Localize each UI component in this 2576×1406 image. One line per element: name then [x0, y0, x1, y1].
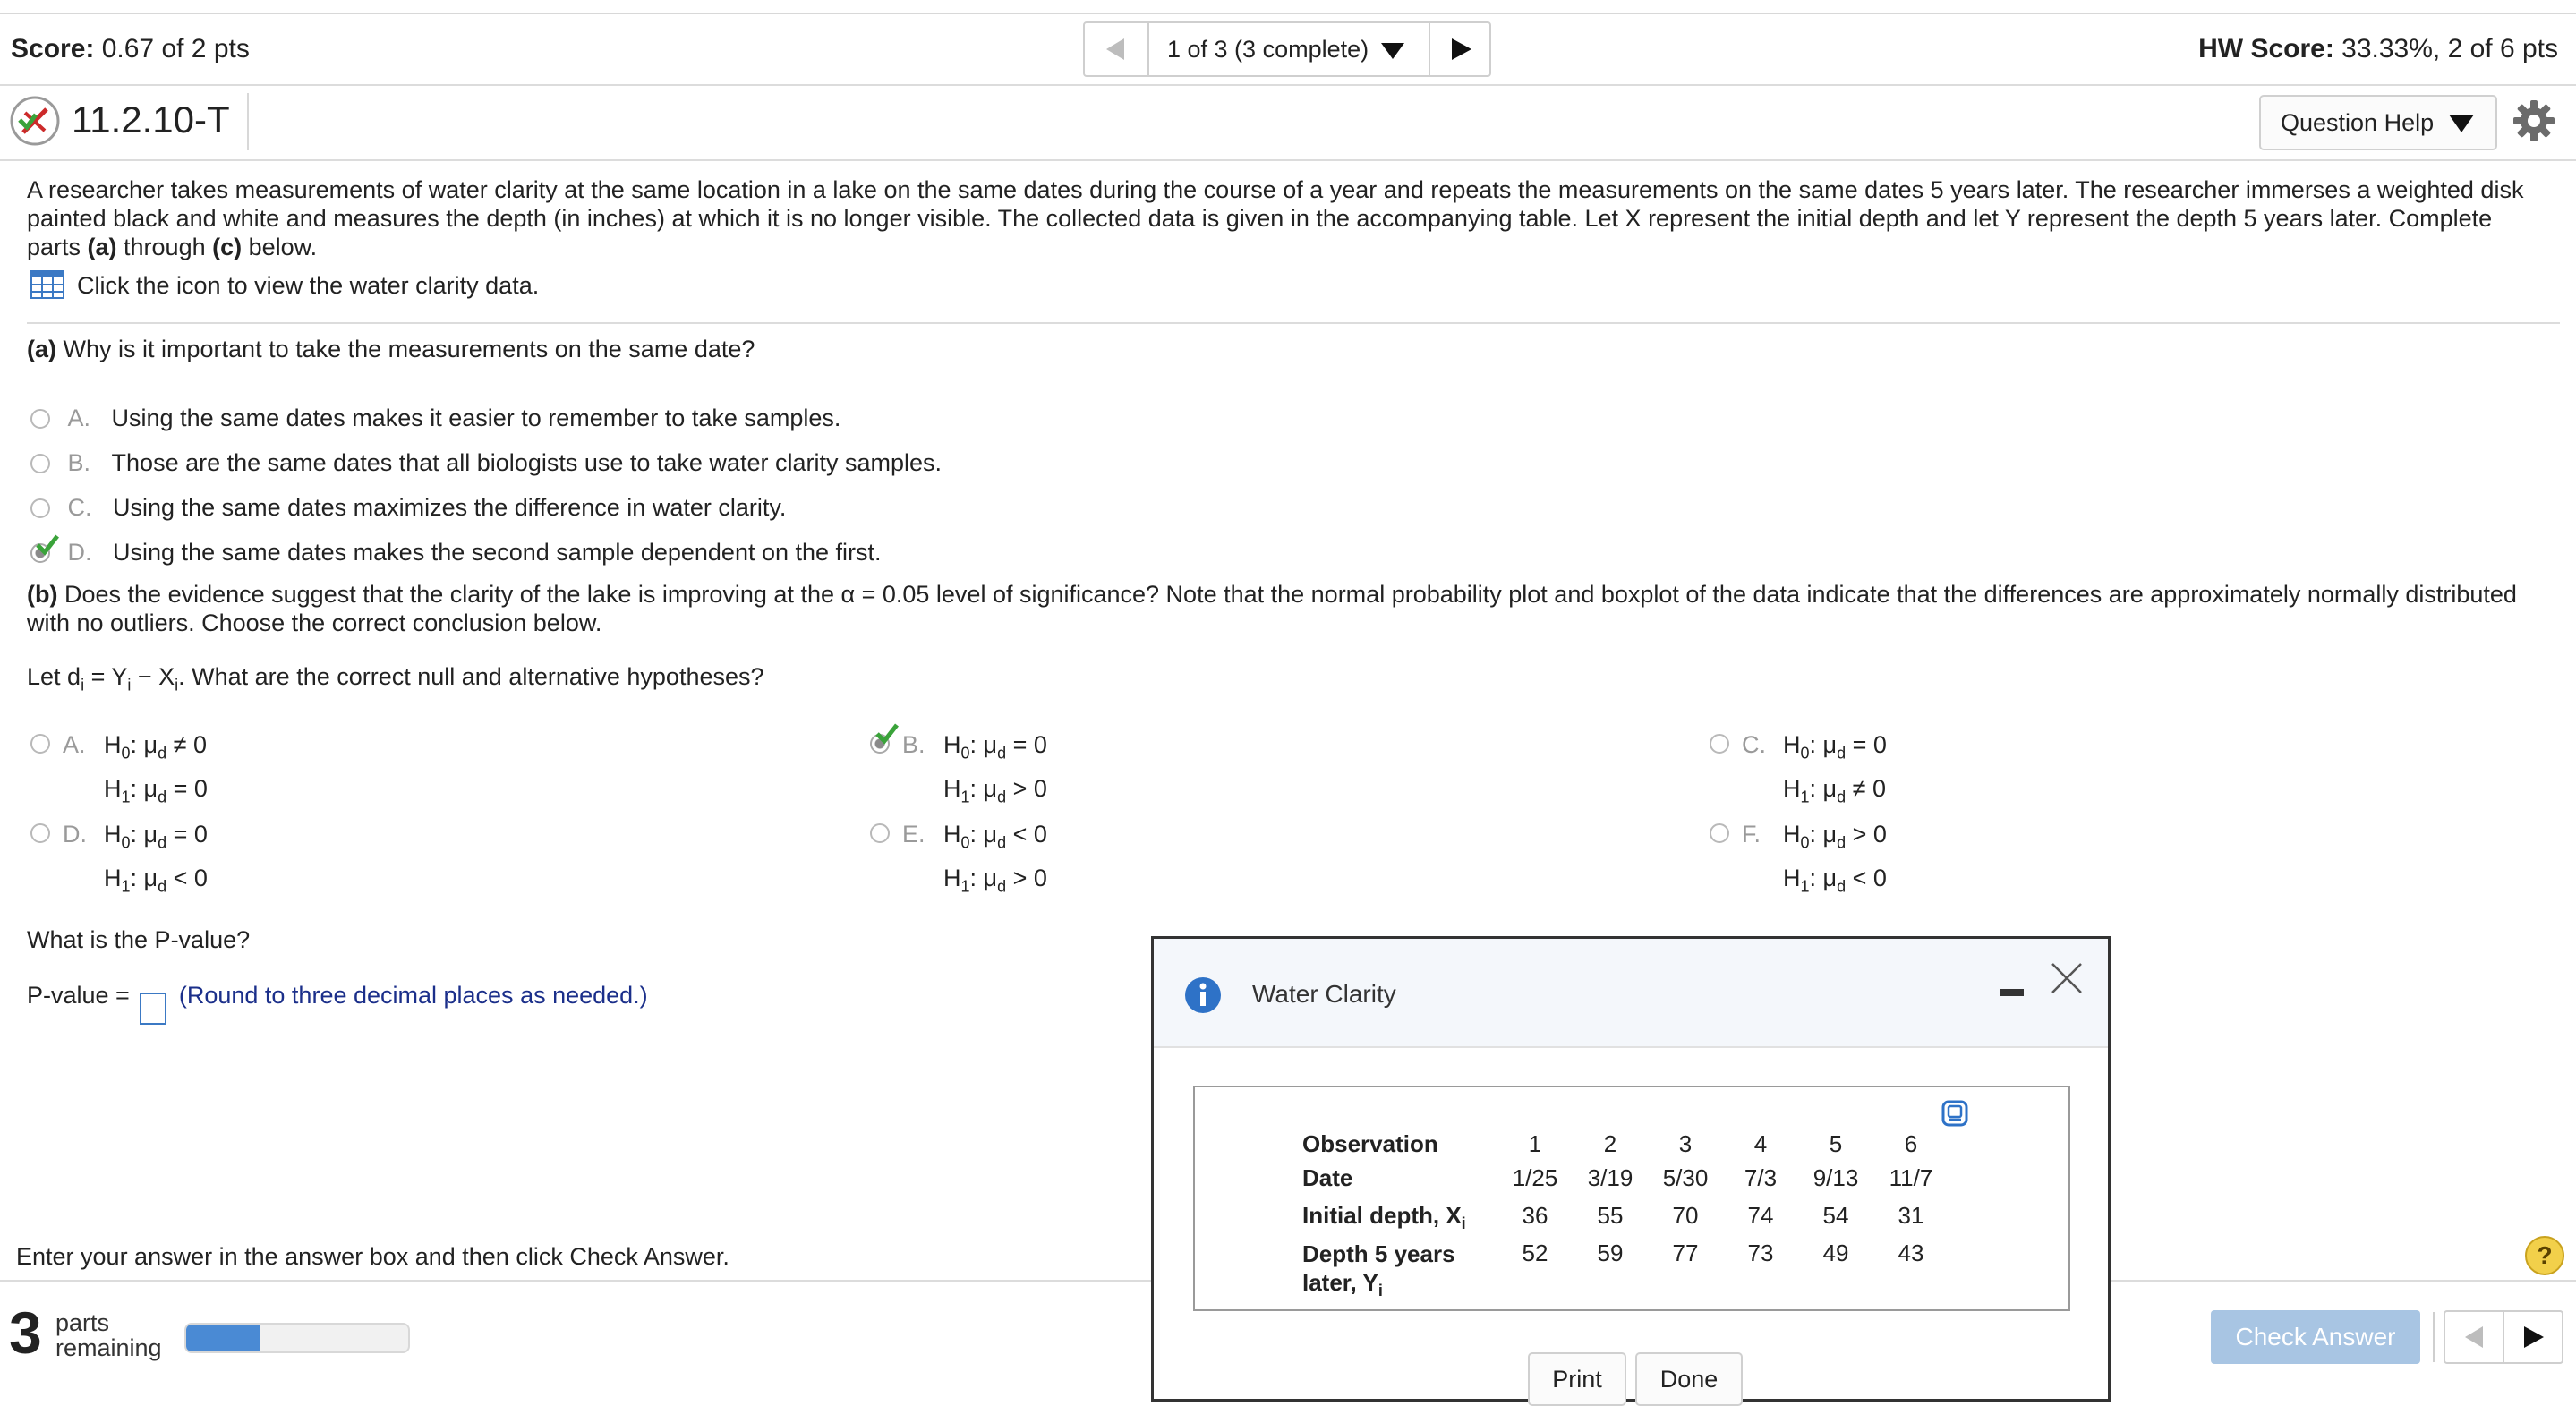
next-question-button[interactable] [1429, 23, 1491, 75]
id-row-divider [0, 159, 2576, 161]
question-select[interactable]: 1 of 3 (3 complete) [1167, 35, 1404, 64]
pvalue-question: What is the P-value? [27, 926, 251, 953]
help-icon[interactable] [2524, 1235, 2565, 1276]
radio-button[interactable] [870, 823, 890, 843]
id-divider [247, 93, 249, 150]
question-id: 11.2.10-T [72, 98, 230, 141]
data-link[interactable]: Click the icon to view the water clarity data. [30, 270, 539, 300]
question-help-button[interactable]: Question Help [2259, 95, 2497, 150]
gear-icon[interactable] [2512, 98, 2556, 143]
prev-question-button[interactable] [1085, 23, 1149, 75]
data-table-panel: Observation 1 2 3 4 5 6 Date 1/25 3/19 5/30 7/3 9/13 11/7 Initial depth, $X_i$ 36 55 70 74 54 31 Depth 5 years later, $Y_i$ 52 59 77 73 49 43 [1193, 1086, 2070, 1311]
triangle-right-icon [1452, 38, 1471, 60]
info-icon [1184, 976, 1222, 1014]
print-button[interactable]: Print [1528, 1352, 1626, 1406]
triangle-left-icon [1106, 38, 1126, 60]
svg-text:?: ? [2537, 1241, 2553, 1269]
radio-button[interactable] [30, 454, 50, 473]
radio-button[interactable] [1710, 823, 1729, 843]
prev-button[interactable] [2445, 1312, 2504, 1362]
parts-remaining-label: parts remaining [55, 1309, 162, 1361]
radio-button[interactable] [30, 823, 50, 843]
dialog-title: Water Clarity [1252, 980, 1396, 1008]
top-divider [0, 13, 2576, 14]
score: Score: 0.67 of 2 pts [11, 34, 250, 64]
intro-divider [27, 322, 2560, 324]
checkmark-icon [875, 723, 899, 745]
question-navigator [1083, 21, 1491, 77]
pvalue-row: P-value = (Round to three decimal places as needed.) [27, 981, 648, 1025]
footer-navigator [2444, 1310, 2563, 1364]
close-icon[interactable] [2051, 962, 2083, 994]
part-a-option-d[interactable]: D. Using the same dates makes the second sample dependent on the first. [30, 539, 882, 567]
radio-button[interactable] [1710, 734, 1729, 754]
question-intro: A researcher takes measurements of water clarity at the same location in a lake on the same dates during the course of a year and repeats the measurements on the same dates 5 years later. The researcher immerses a weighted disk painted black and white and measures the depth (in inches) at which it is no longer visible. The collected data is given in the accompanying table. Let X represent the initial depth and let Y represent the depth 5 years later. Complete parts (a) through (c) below. [27, 176, 2524, 260]
header-divider [0, 84, 2576, 86]
checkmark-icon [36, 534, 59, 556]
hw-score: HW Score: 33.33%, 2 of 6 pts [2198, 34, 2558, 64]
footer-instruction: Enter your answer in the answer box and then click Check Answer. [16, 1243, 729, 1270]
pvalue-hint: (Round to three decimal places as needed.) [178, 982, 648, 1009]
progress-bar [184, 1323, 410, 1353]
triangle-right-icon [2524, 1326, 2544, 1348]
parts-count: 3 [9, 1299, 42, 1366]
part-a-prompt: (a) Why is it important to take the measurements on the same date? [27, 336, 755, 362]
table-icon[interactable] [30, 270, 64, 299]
radio-button[interactable] [30, 498, 50, 518]
done-button[interactable]: Done [1635, 1352, 1743, 1406]
pvalue-input[interactable] [140, 993, 166, 1025]
copy-icon[interactable] [1941, 1100, 1968, 1127]
partial-credit-icon [9, 95, 61, 147]
footer-nav-divider [2433, 1312, 2435, 1362]
caret-down-icon [1381, 41, 1404, 59]
radio-button[interactable] [30, 409, 50, 429]
part-a-option-a[interactable]: A. Using the same dates makes it easier to remember to take samples. [30, 405, 840, 432]
check-answer-button[interactable]: Check Answer [2211, 1310, 2420, 1364]
next-button[interactable] [2504, 1312, 2562, 1362]
hypothesis-question: Let $d_i = Y_i - X_i$. What are the correct null and alternative hypotheses? [27, 663, 764, 694]
water-clarity-dialog [1151, 936, 2111, 1402]
radio-button[interactable] [30, 734, 50, 754]
minimize-icon[interactable] [2000, 989, 2024, 996]
part-b-prompt: (b) Does the evidence suggest that the clarity of the lake is improving at the α = 0.05 level of significance? Note that the normal probability plot and boxplot of the data indicate that the differences are approximately normally distributed with no outliers. Choose the correct conclusion below. [27, 581, 2517, 636]
dialog-header [1154, 939, 2108, 1048]
triangle-left-icon [2465, 1326, 2485, 1348]
progress-fill [186, 1325, 260, 1351]
part-a-option-b[interactable]: B. Those are the same dates that all biologists use to take water clarity samples. [30, 449, 942, 477]
part-a-option-c[interactable]: C. Using the same dates maximizes the difference in water clarity. [30, 494, 786, 522]
caret-down-icon [2449, 115, 2474, 132]
